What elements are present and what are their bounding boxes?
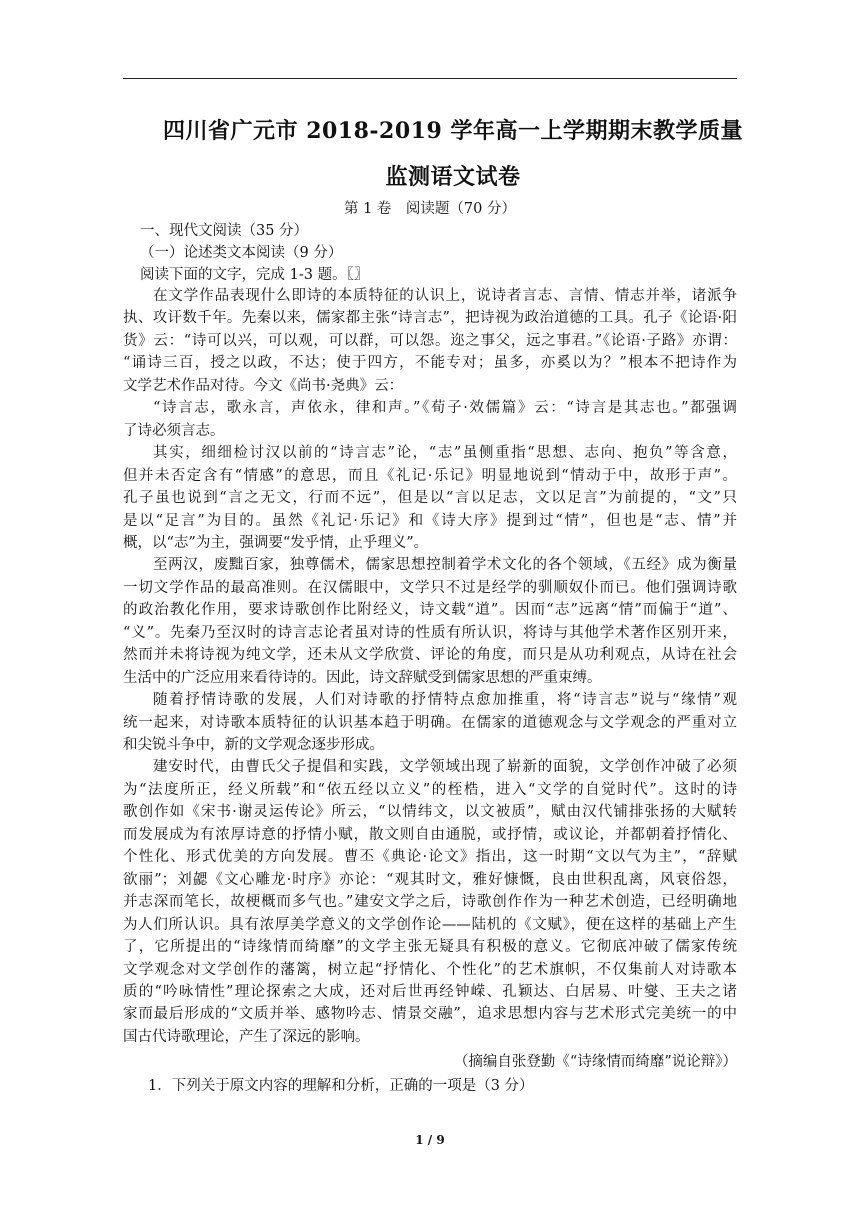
body-line: 和尖锐斗争中，新的文学观念逐步形成。: [123, 737, 384, 753]
body-line: 概，以“志”为主，强调要“发乎情，止乎理义”。: [123, 534, 429, 551]
body-line: 歌创作如《宋书·谢灵运传论》所云，“以情纬文，以文被质”，赋由汉代铺排张扬的大赋转: [123, 804, 737, 821]
document-title-line2: 监测语文试卷: [385, 164, 521, 190]
body-line: 文学观念对文学创作的藩篱，树立起“抒情化、个性化”的艺术旗帜，不仅集前人对诗歌本: [123, 961, 737, 978]
body-line: “诵诗三百，授之以政，不达；使于四方，不能专对；虽多，亦奚以为？”根本不把诗作为: [123, 355, 737, 372]
body-line: 欲丽”；刘勰《文心雕龙·时序》亦论：“观其时文，雅好慷慨，良由世积乱离，风衰俗怨，: [123, 871, 737, 888]
body-line: 孔子虽也说到“言之无文，行而不远”，但是以“言以足志，文以足言”为前提的，“文”只: [123, 490, 737, 507]
body-line: 至两汉，废黜百家，独尊儒术，儒家思想控制着学术文化的各个领域，《五经》成为衡量: [153, 557, 737, 574]
body-line: 其实，细细检讨汉以前的“诗言志”论，“志”虽侧重指“思想、志向、抱负”等含意，: [153, 445, 737, 462]
body-line: 而发展成为有浓厚诗意的抒情小赋，散文则自由通脱，或抒情，或议论，并都朝着抒情化、: [123, 826, 737, 843]
body-line: 个性化、形式优美的方向发展。曹丕《典论·论文》指出，这一时期“文以气为主”，“辞赋: [123, 849, 737, 866]
body-line: 并志深而笔长，故梗概而多气也。”建安文学之后，诗歌创作作为一种艺术创造，已经明确地: [123, 894, 737, 911]
body-line: 一切文学作品的最高准则。在汉儒眼中，文学只不过是经学的驯顺奴仆而已。他们强调诗歌: [123, 579, 737, 596]
body-line: 了诗必须言志。: [123, 422, 225, 439]
body-line: 在文学作品表现什么即诗的本质特征的认识上，说诗者言志、言情、情志并举，诸派争: [153, 288, 737, 304]
document-title-line1: 四川省广元市 2018-2019 学年高一上学期期末教学质量: [163, 118, 743, 144]
body-line: 是以“足言”为目的。虽然《礼记·乐记》和《诗大序》提到过“情”，但也是“志、情”并: [123, 512, 737, 529]
body-line: 国古代诗歌理论，产生了深远的影响。: [123, 1028, 370, 1045]
body-line: 然而并未将诗视为纯文学，还未从文学欣赏、评论的角度，而只是从功利观点，从诗在社会: [123, 647, 737, 664]
body-line: 为人们所认识。具有浓厚美学意义的文学创作论——陆机的《文赋》，便在这样的基础上产生: [123, 916, 737, 933]
body-line: “诗言志，歌永言，声依永，律和声。”《荀子·效儒篇》云：“诗言是其志也。”都强调: [153, 400, 737, 417]
body-line: 为“法度所正，经义所载”和“依五经以立义”的桎梏，进入“文学的自觉时代”。这时的诗: [123, 781, 737, 798]
body-line: 文学艺术作品对待。今文《尚书·尧典》云：: [123, 377, 404, 394]
body-line: 了，它所提出的“诗缘情而绮靡”的文学主张无疑具有积极的意义。它彻底冲破了儒家传统: [123, 939, 737, 956]
header-rule: [123, 78, 737, 79]
body-line: 货》云：“诗可以兴，可以观，可以群，可以怨。迩之事父，远之事君。”《论语·子路》亦谓：: [123, 332, 737, 349]
body-line: 的政治教化作用，要求诗歌创作比附经义，诗文载“道”。因而“志”远离“情”而偏于“道”、: [123, 602, 737, 619]
page-number: 1 / 9: [415, 1133, 445, 1147]
question-1: 1．下列关于原文内容的理解和分析，正确的一项是（3 分）: [148, 1078, 534, 1094]
volume-heading: 第 1 卷 阅读题（70 分）: [343, 201, 516, 217]
body-line: 家而最后形成的“文质并举、感物吟志、情景交融”，追求思想内容与艺术形式完美统一的中: [123, 1006, 737, 1023]
body-line: 随着抒情诗歌的发展，人们对诗歌的抒情特点愈加推重，将“诗言志”说与“缘情”观: [153, 692, 737, 709]
article-source: （摘编自张登勤《“诗缘情而绮靡”说论辩》）: [453, 1054, 737, 1070]
section-heading: 一、现代文阅读（35 分）: [140, 223, 309, 239]
body-line: 统一起来，对诗歌本质特征的认识基本趋于明确。在儒家的道德观念与文学观念的严重对立: [123, 714, 737, 731]
body-line: 生活中的广泛应用来看待诗的。因此，诗文辞赋受到儒家思想的严重束缚。: [123, 669, 602, 686]
body-line: 但并未否定含有“情感”的意思，而且《礼记·乐记》明显地说到“情动于中，故形于声”。: [123, 467, 737, 484]
body-line: 执、攻讦数千年。先秦以来，儒家都主张“诗言志”，把诗视为政治道德的工具。孔子《论语·阳: [123, 310, 737, 327]
body-line: 建安时代，由曹氏父子提倡和实践，文学领域出现了崭新的面貌，文学创作冲破了必须: [153, 759, 737, 776]
reading-instruction: 阅读下面的文字，完成 1-3 题。〖〗: [140, 267, 369, 283]
body-line: 质的“吟咏情性”理论探索之大成，还对后世再经钟嵘、孔颖达、白居易、叶燮、王夫之诸: [123, 983, 737, 1000]
subsection-heading: （一）论述类文本阅读（9 分）: [140, 245, 343, 261]
body-line: “义”。先秦乃至汉时的诗言志论者虽对诗的性质有所认识，将诗与其他学术著作区别开来，: [123, 624, 737, 641]
